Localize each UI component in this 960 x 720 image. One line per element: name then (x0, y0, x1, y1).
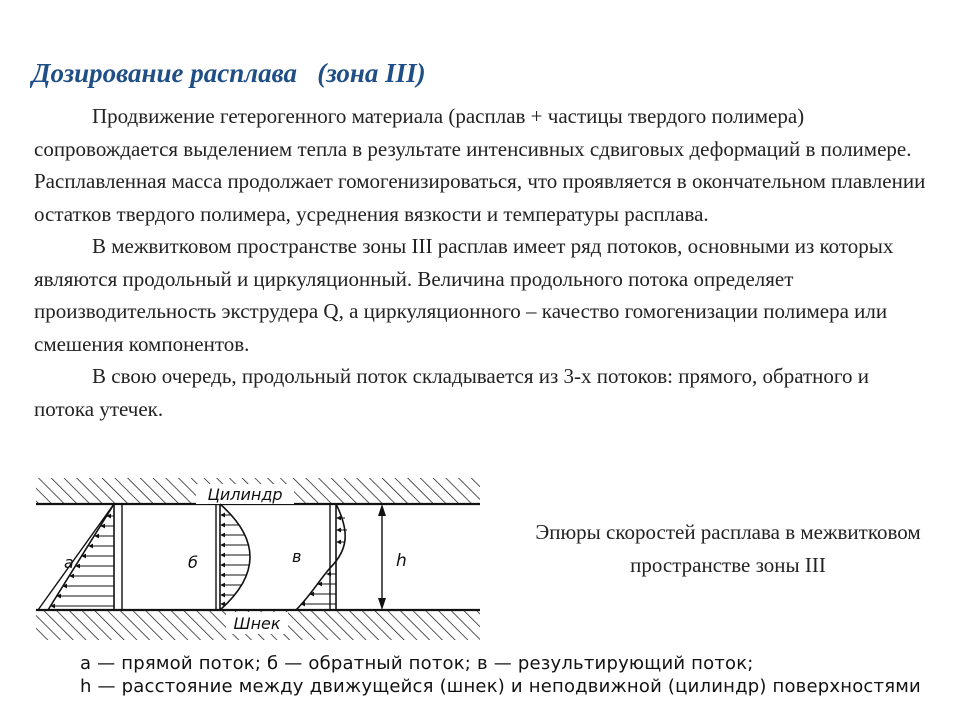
screw-label: Шнек (233, 614, 281, 633)
height-label: h (396, 551, 407, 571)
profile-c (292, 504, 347, 610)
paragraph-3: В свою очередь, продольный поток складывается из 3-х потоков: прямого, обратного и потока утечек. (34, 364, 869, 421)
legend-line-1: а — прямой поток; б — обратный поток; в — результирующий поток; (80, 653, 754, 674)
screw-flight-left (38, 504, 122, 610)
profile-b (188, 504, 250, 610)
legend-line-2: h — расстояние между движущейся (шнек) и неподвижной (цилиндр) поверхностями (80, 676, 921, 697)
cylinder-label: Цилиндр (207, 485, 283, 504)
profile-a-label: а (64, 553, 74, 572)
slide-title: Дозирование расплава (зона III) (32, 58, 426, 88)
figure-legend (80, 652, 921, 698)
paragraph-1: Продвижение гетерогенного материала (расплав + частицы твердого полимера) сопровождается выделением тепла в результате интенсивных сдвиговых деформаций в полимере. Расплавленная масса продолжает гомогенизироваться, что проявляется в окончательном плавлении остатков твердого полимера, усреднения вязкости и температуры расплава. (34, 104, 926, 226)
paragraph-2: В межвитковом пространстве зоны III расплав имеет ряд потоков, основными из которых являются продольный и циркуляционный. Величина продольного потока определяет производительность экструдера Q, а циркуляционного – качество гомогенизации полимера или смешения компонентов. (34, 234, 894, 356)
body-text (34, 100, 934, 425)
profile-c-label: в (292, 547, 302, 566)
figure-caption: Эпюры скоростей расплава в межвитковом пространстве зоны III (535, 520, 921, 577)
profile-a (48, 504, 114, 610)
height-dimension (378, 504, 407, 610)
profile-b-label: б (188, 553, 198, 572)
velocity-profile-diagram (30, 470, 490, 650)
